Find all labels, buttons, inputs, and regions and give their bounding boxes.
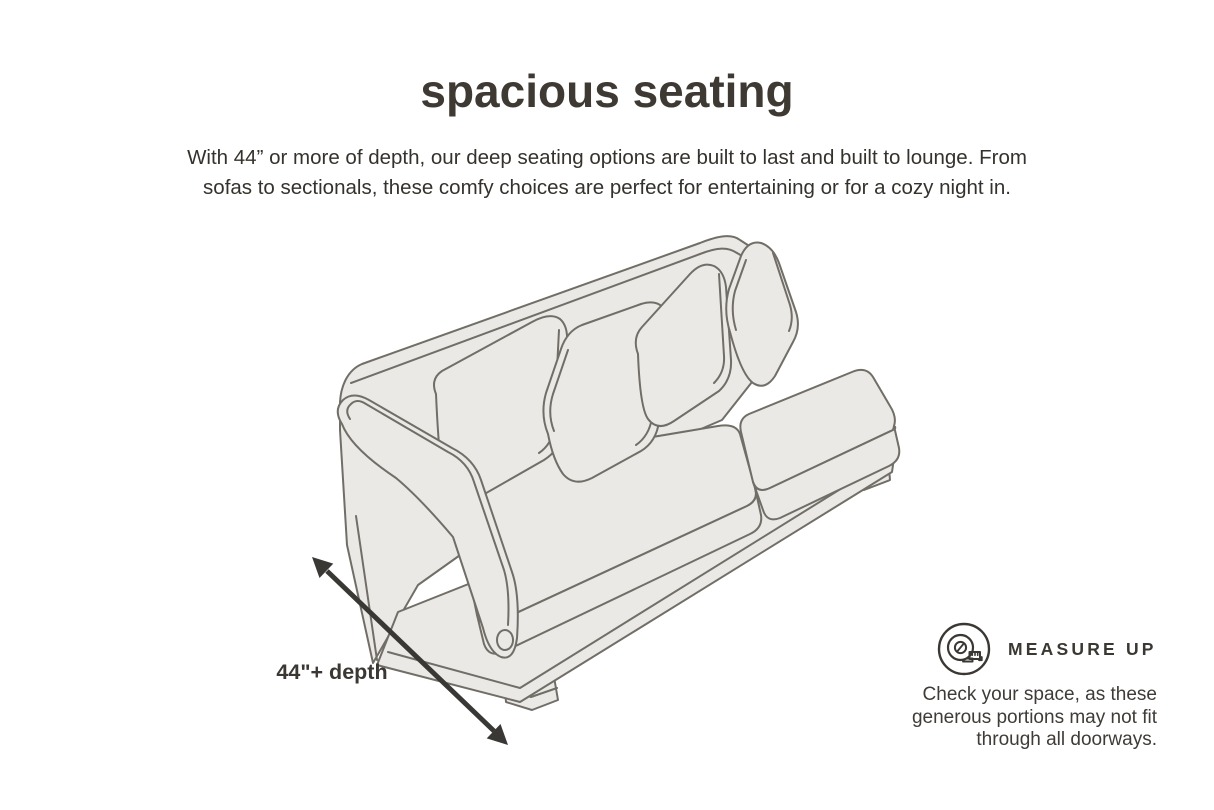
- dimension-label: 44"+ depth: [276, 660, 388, 684]
- measure-up-heading: MEASURE UP: [1008, 638, 1157, 659]
- page-title: spacious seating: [420, 65, 794, 117]
- measure-up-block: [880, 620, 1157, 752]
- measure-note-line-1: Check your space, as these: [922, 684, 1157, 705]
- intro-line-1: With 44” or more of depth, our deep seating options are built to last and built to lounge. From: [187, 146, 1027, 169]
- measure-note-line-3: through all doorways.: [976, 729, 1157, 751]
- sofa-drawing: [338, 236, 900, 710]
- measure-note-line-2: generous portions may not fit: [911, 706, 1157, 728]
- measure-up-header: [880, 620, 1157, 678]
- intro-line-2: sofas to sectionals, these comfy choices are perfect for entertaining or for a cozy night in.: [203, 175, 1011, 199]
- measure-up-note: [880, 684, 1157, 752]
- tape-measure-icon: [936, 621, 992, 677]
